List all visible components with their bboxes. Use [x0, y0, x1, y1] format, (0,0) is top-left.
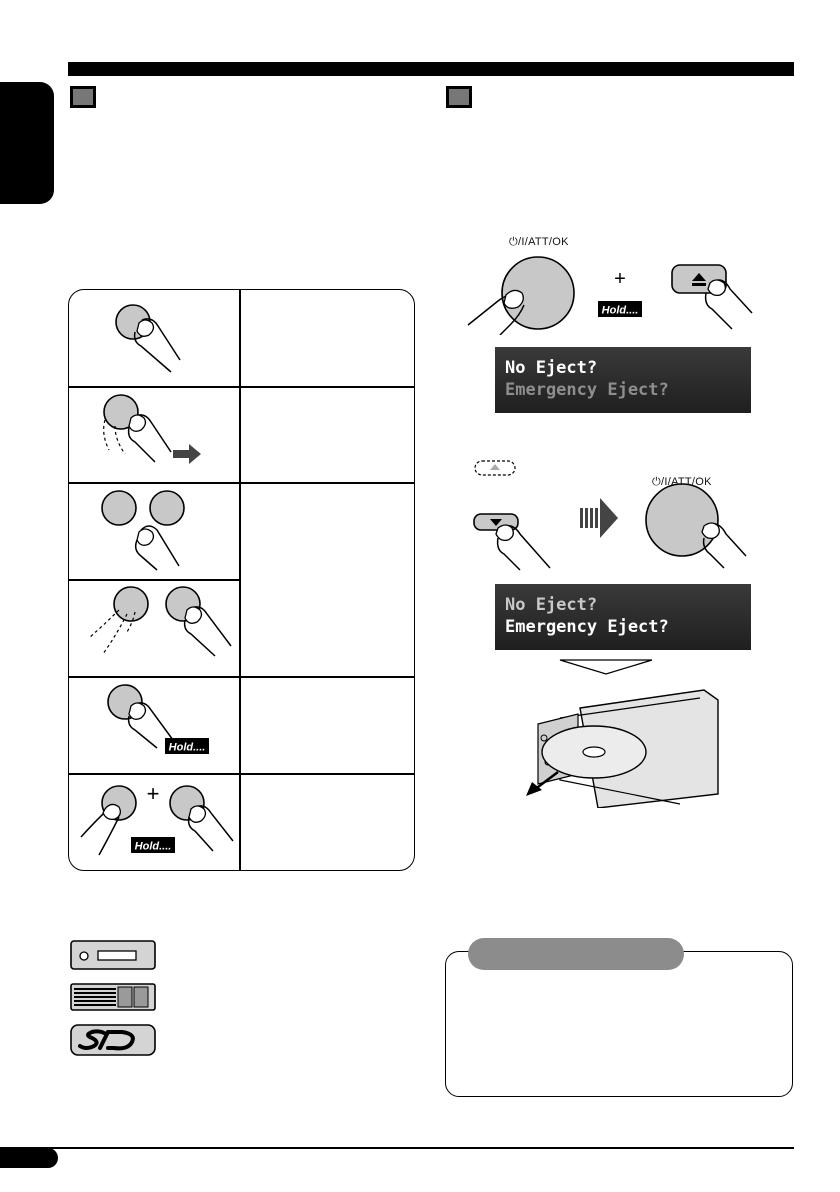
hold-button-illustration	[69, 676, 239, 773]
disc-changer-icon	[70, 983, 156, 1011]
note-box	[445, 951, 793, 1097]
operation-table	[68, 289, 415, 871]
hold-two-buttons-illustration	[69, 773, 239, 871]
page-number-tab	[0, 1148, 58, 1168]
select-and-confirm-illustration	[472, 458, 772, 578]
lcd-display-1	[495, 347, 751, 413]
lcd-line-emergency-eject: Emergency Eject?	[505, 380, 669, 400]
section-marker-left	[70, 86, 96, 108]
section-marker-right	[446, 86, 472, 108]
press-button-illustration	[69, 290, 239, 386]
power-eject-illustration	[460, 255, 780, 335]
slide-gesture-illustration	[69, 386, 239, 482]
receiver-icon	[70, 940, 156, 970]
footer-rule	[0, 1147, 794, 1149]
hold-label: Hold....	[601, 304, 639, 317]
lcd-line-no-eject: No Eject?	[505, 358, 598, 378]
lcd-display-2	[495, 584, 751, 650]
disc-eject-illustration	[520, 658, 760, 808]
plus-sign: +	[146, 781, 160, 806]
sd-card-icon	[70, 1024, 156, 1056]
hold-label: Hold....	[134, 840, 172, 853]
lcd-line-emergency-eject: Emergency Eject?	[505, 617, 669, 637]
note-heading-pill	[468, 938, 684, 970]
plus-sign: +	[614, 268, 626, 290]
lcd-line-no-eject: No Eject?	[505, 595, 598, 615]
language-side-tab	[0, 82, 54, 204]
power-button-label: ⏻/I/ATT/OK	[652, 476, 712, 488]
header-bar	[68, 62, 794, 76]
power-button-label: ⏻/I/ATT/OK	[509, 236, 569, 248]
two-buttons-illustration	[69, 482, 239, 676]
hold-label: Hold....	[168, 741, 206, 754]
